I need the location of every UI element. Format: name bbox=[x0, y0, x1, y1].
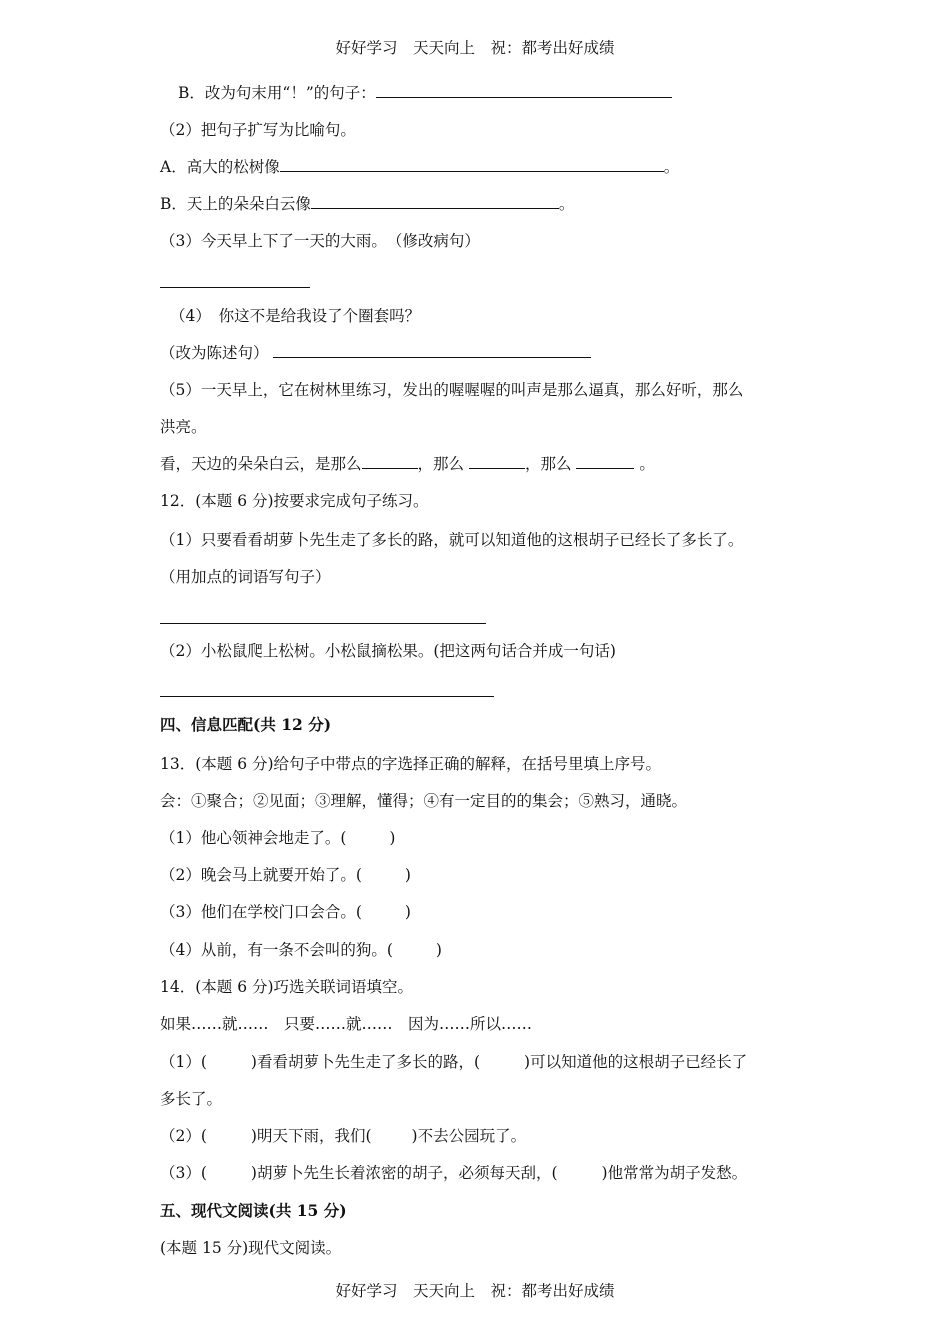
question-text: 看，天边的朵朵白云，是那么 bbox=[160, 455, 362, 473]
question-text: （4）从前，有一条不会叫的狗。( bbox=[160, 941, 393, 959]
question-title: (本题 15 分)现代文阅读。 bbox=[160, 1239, 342, 1257]
question-text: （2）晚会马上就要开始了。( bbox=[160, 866, 362, 884]
close-paren: ) bbox=[435, 941, 442, 959]
answer-blank[interactable] bbox=[311, 194, 559, 209]
question-text: ，那么 bbox=[524, 455, 572, 473]
question-text: （2）( bbox=[160, 1127, 207, 1145]
question-line bbox=[160, 157, 679, 177]
question-line bbox=[160, 1052, 747, 1072]
question-text: 。 bbox=[639, 455, 655, 473]
question-line: （4） 你这不是给我设了个圈套吗？ bbox=[170, 307, 421, 325]
question-text: A．高大的松树像 bbox=[160, 158, 280, 176]
question-line bbox=[160, 940, 442, 960]
answer-line[interactable] bbox=[160, 287, 310, 288]
question-line: （5）一天早上，它在树林里练习，发出的喔喔喔的叫声是那么逼真，那么好听，那么 bbox=[160, 381, 744, 399]
question-line bbox=[160, 454, 655, 474]
close-paren: ) bbox=[404, 903, 411, 921]
question-title: 14．(本题 6 分)巧选关联词语填空。 bbox=[160, 978, 414, 996]
question-line: （2）把句子扩写为比喻句。 bbox=[160, 121, 356, 139]
question-text: B．天上的朵朵白云像 bbox=[160, 195, 311, 213]
question-text: B．改为句末用“！”的句子： bbox=[178, 84, 376, 102]
question-line: （1）只要看看胡萝卜先生走了多长的路，就可以知道他的这根胡子已经长了多长了。 bbox=[160, 531, 744, 549]
answer-blank[interactable] bbox=[469, 454, 525, 469]
word-bank: 如果……就…… 只要……就…… 因为……所以…… bbox=[160, 1015, 533, 1033]
question-line bbox=[160, 1126, 526, 1146]
question-line bbox=[160, 828, 395, 848]
question-text: )不去公园玩了。 bbox=[411, 1127, 527, 1145]
question-text: )看看胡萝卜先生走了多长的路，( bbox=[250, 1053, 481, 1071]
question-text: 。 bbox=[663, 158, 680, 176]
question-text: 。 bbox=[558, 195, 575, 213]
question-text: )胡萝卜先生长着浓密的胡子，必须每天刮，( bbox=[250, 1164, 558, 1182]
question-line: 会：①聚合；②见面；③理解，懂得；④有一定目的的集会；⑤熟习，通晓。 bbox=[160, 792, 688, 810]
question-text: （1）他心领神会地走了。( bbox=[160, 829, 347, 847]
question-line: （用加点的词语写句子） bbox=[160, 568, 331, 586]
question-line bbox=[160, 343, 591, 363]
question-text: )可以知道他的这根胡子已经长了 bbox=[524, 1053, 748, 1071]
page-footer: 好好学习 天天向上 祝：都考出好成绩 bbox=[335, 1282, 615, 1300]
question-text: )明天下雨，我们( bbox=[250, 1127, 372, 1145]
section-heading: 四、信息匹配(共 12 分) bbox=[160, 715, 332, 734]
question-line bbox=[160, 902, 411, 922]
question-text: （3）他们在学校门口会合。( bbox=[160, 903, 362, 921]
page-header: 好好学习 天天向上 祝：都考出好成绩 bbox=[335, 39, 615, 57]
question-line: 多长了。 bbox=[160, 1090, 223, 1108]
question-line: （2）小松鼠爬上松树。小松鼠摘松果。(把这两句话合并成一句话) bbox=[160, 642, 616, 660]
answer-blank[interactable] bbox=[273, 343, 591, 358]
answer-blank[interactable] bbox=[576, 454, 634, 469]
section-heading: 五、现代文阅读(共 15 分) bbox=[160, 1201, 347, 1220]
question-line bbox=[160, 865, 411, 885]
answer-blank[interactable] bbox=[280, 157, 664, 172]
question-line bbox=[178, 83, 672, 103]
question-text: ，那么 bbox=[417, 455, 465, 473]
question-line: 洪亮。 bbox=[160, 418, 207, 436]
question-line bbox=[160, 1163, 747, 1183]
question-text: （改为陈述句） bbox=[160, 344, 269, 362]
answer-blank[interactable] bbox=[376, 83, 672, 98]
close-paren: ) bbox=[389, 829, 396, 847]
answer-line[interactable] bbox=[160, 696, 494, 697]
question-text: （3）( bbox=[160, 1164, 207, 1182]
answer-line[interactable] bbox=[160, 623, 486, 624]
question-text: )他常常为胡子发愁。 bbox=[601, 1164, 748, 1182]
close-paren: ) bbox=[404, 866, 411, 884]
question-line bbox=[160, 194, 574, 214]
question-title: 12．(本题 6 分)按要求完成句子练习。 bbox=[160, 492, 429, 510]
question-line: （3）今天早上下了一天的大雨。 （修改病句） bbox=[160, 232, 480, 250]
question-text: （1）( bbox=[160, 1053, 207, 1071]
answer-blank[interactable] bbox=[362, 454, 418, 469]
question-title: 13．(本题 6 分)给句子中带点的字选择正确的解释，在括号里填上序号。 bbox=[160, 755, 662, 773]
